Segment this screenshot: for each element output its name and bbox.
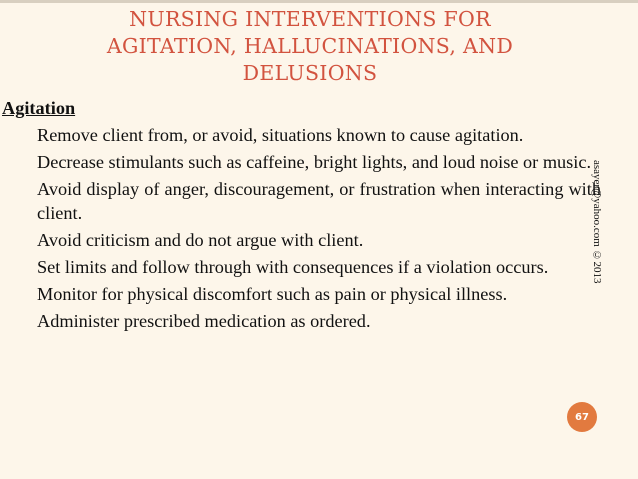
bullet-text: Avoid criticism and do not argue with client.	[37, 230, 364, 250]
section-heading: Agitation	[2, 98, 76, 118]
bullet-item	[0, 123, 605, 147]
bullet-item	[0, 255, 605, 279]
bullet-list	[0, 123, 605, 333]
bullet-text: Avoid display of anger, discouragement, or frustration when interacting with client.	[37, 179, 601, 223]
title-line-1: NURSING INTERVENTIONS FOR	[129, 7, 491, 31]
bullet-item	[0, 150, 605, 174]
bullet-text: Monitor for physical discomfort such as pain or physical illness.	[37, 284, 508, 304]
slide-body	[0, 96, 605, 336]
title-line-3: DELUSIONS	[242, 61, 378, 85]
bullet-item	[0, 309, 605, 333]
bullet-item	[0, 282, 605, 306]
page-number: 67	[575, 411, 589, 423]
slide-title	[40, 6, 580, 87]
bullet-text: Remove client from, or avoid, situations known to cause agitation.	[37, 125, 524, 145]
copyright-side-text: asayer@yahoo.com ©2013	[591, 160, 603, 284]
bullet-item	[0, 228, 605, 252]
page-number-badge	[567, 402, 597, 432]
bullet-text: Administer prescribed medication as ordered.	[37, 311, 371, 331]
bullet-text: Set limits and follow through with consequences if a violation occurs.	[37, 257, 549, 277]
bullet-text: Decrease stimulants such as caffeine, bright lights, and loud noise or music.	[37, 152, 592, 172]
title-line-2: AGITATION, HALLUCINATIONS, AND	[106, 34, 514, 58]
bullet-item	[0, 177, 605, 225]
slide-top-border	[0, 0, 638, 3]
